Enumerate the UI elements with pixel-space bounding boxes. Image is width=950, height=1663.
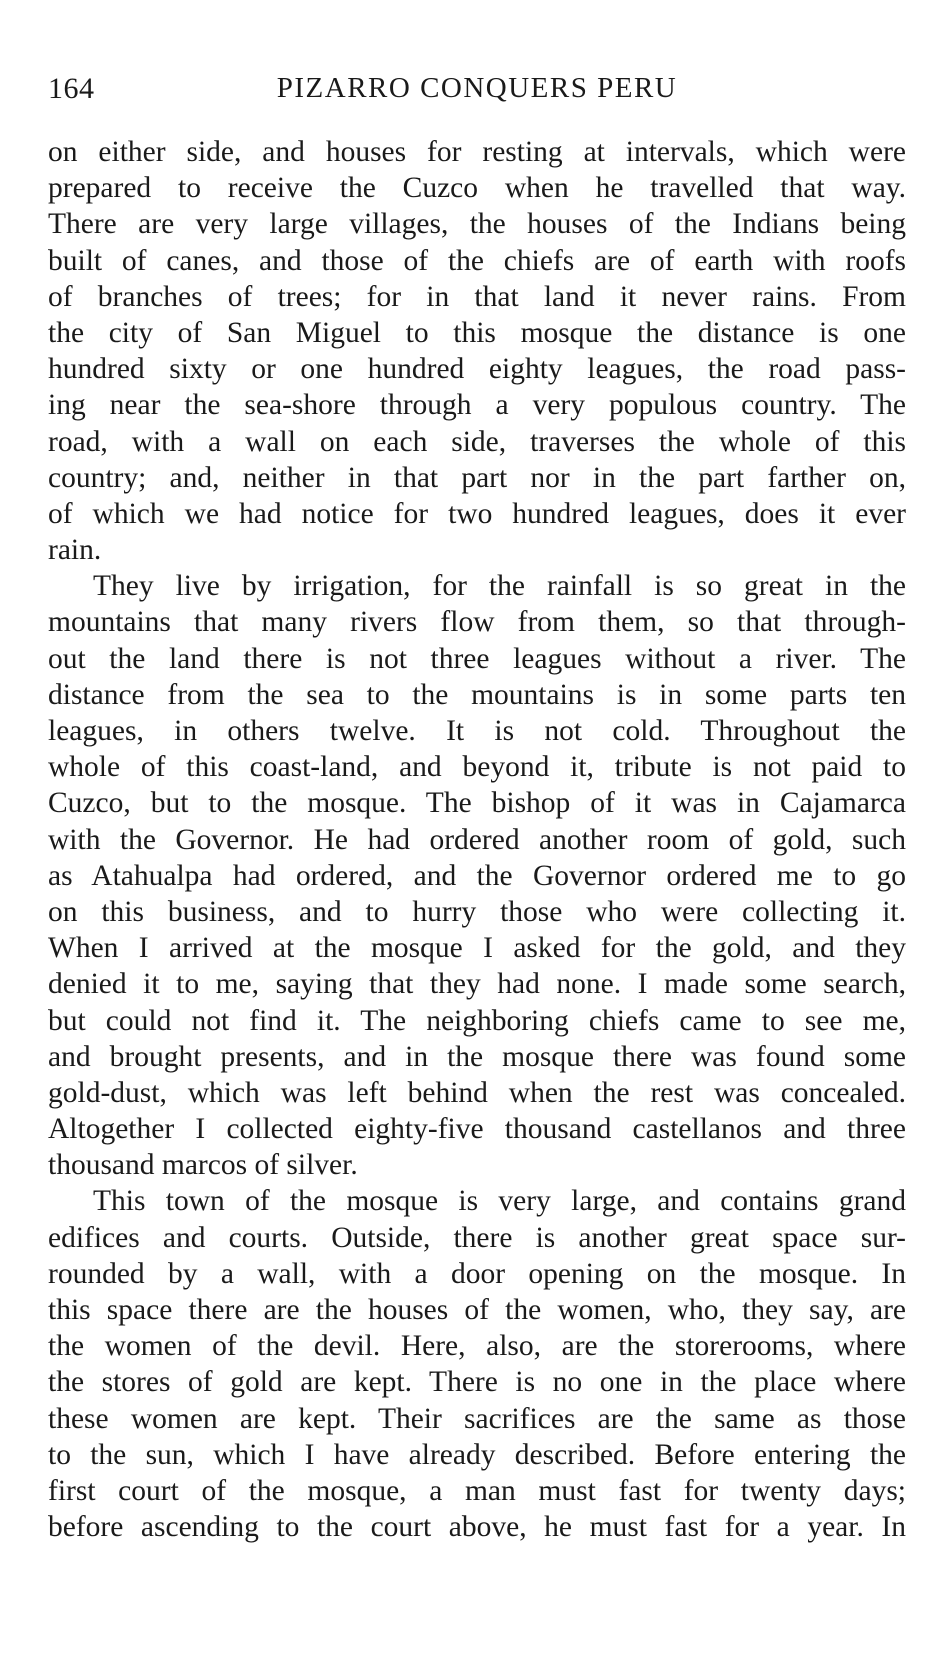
text-line: this space there are the houses of the women, who, they say, are [48,1294,906,1326]
text-line: before ascending to the court above, he must fast for a year. In [48,1511,906,1544]
text-line: gold-dust, which was left behind when the rest was concealed. [48,1076,906,1109]
text-line: on this business, and to hurry those who were collecting it. [48,895,906,928]
text-line: country; and, neither in that part nor in the part farther on, [48,461,906,494]
text-line: leagues, in others twelve. It is not cold. Throughout the [48,715,906,747]
text-line: of which we had notice for two hundred leagues, does it ever [48,497,906,530]
text-line: first court of the mosque, a man must fast for twenty days; [48,1474,906,1507]
paragraph-1 [48,134,906,568]
page-number: 164 [48,72,95,105]
paragraph-2 [48,568,906,1183]
text-line: these women are kept. Their sacrifices are the same as those [48,1402,906,1435]
text-line: There are very large villages, the houses of the Indians being [48,208,906,241]
text-line: Altogether I collected eighty-five thousand castellanos and three [48,1113,906,1146]
text-line: thousand marcos of silver. [48,1149,358,1182]
text-line: and brought presents, and in the mosque there was found some [48,1040,906,1073]
text-line: hundred sixty or one hundred eighty leagues, the road pass- [48,353,906,386]
running-head: PIZARRO CONQUERS PERU [276,72,678,104]
text-line: with the Governor. He had ordered another room of gold, such [48,823,906,856]
text-line: the stores of gold are kept. There is no one in the place where [48,1366,906,1399]
text-line: rain. [48,534,102,567]
text-line: to the sun, which I have already described. Before entering the [48,1438,906,1471]
text-line: as Atahualpa had ordered, and the Governor ordered me to go [48,859,906,892]
text-line: road, with a wall on each side, traverses the whole of this [48,425,906,458]
text-line: edifices and courts. Outside, there is another great space sur- [48,1221,906,1254]
text-line: the city of San Miguel to this mosque the distance is one [48,316,906,349]
text-line: of branches of trees; for in that land it never rains. From [48,280,906,313]
text-line: built of canes, and those of the chiefs are of earth with roofs [48,244,906,277]
body-text [48,134,906,1545]
text-line: ing near the sea-shore through a very populous country. The [48,389,906,422]
text-line: rounded by a wall, with a door opening on the mosque. In [48,1257,906,1290]
page-header [48,72,906,112]
text-line: Cuzco, but to the mosque. The bishop of it was in Cajamarca [48,787,906,820]
text-line: This town of the mosque is very large, and contains grand [93,1185,906,1218]
paragraph-3 [48,1183,906,1545]
text-line: They live by irrigation, for the rainfall is so great in the [93,570,906,603]
text-line: but could not find it. The neighboring chiefs came to see me, [48,1004,906,1037]
text-line: out the land there is not three leagues without a river. The [48,642,906,675]
text-line: denied it to me, saying that they had none. I made some search, [48,968,906,1001]
text-line: the women of the devil. Here, also, are the storerooms, where [48,1330,906,1363]
text-line: whole of this coast-land, and beyond it, tribute is not paid to [48,751,906,784]
text-line: When I arrived at the mosque I asked for the gold, and they [48,932,906,965]
text-line: mountains that many rivers flow from them, so that through- [48,606,906,639]
text-line: distance from the sea to the mountains is in some parts ten [48,678,906,711]
text-line: on either side, and houses for resting at intervals, which were [48,136,906,168]
text-line: prepared to receive the Cuzco when he travelled that way. [48,172,906,205]
